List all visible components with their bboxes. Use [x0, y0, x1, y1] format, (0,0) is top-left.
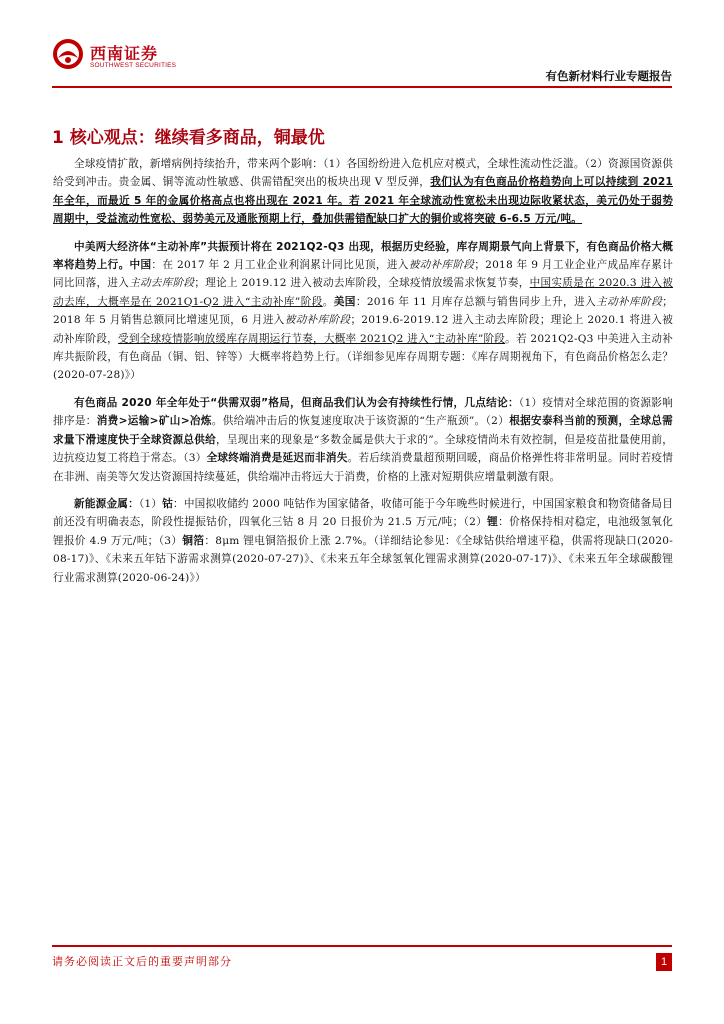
text-run: 。若后续消费量超预期回暖，商品价格弹性将非常明显。同时若疫情在非洲、南美等欠发达资源国持续蔓延，供给端冲击将远大于消费，价格的上涨对短期供应增量刺激有限。 — [53, 452, 673, 483]
text-run: （1） — [138, 497, 163, 510]
emphasis-run: 中美两大经济体“主动补库”共振预计将在 2021Q2-Q3 出现，根据历史经验，库存周期景气向上背景下，有色商品价格大概率将趋势上行。 — [53, 240, 673, 272]
underline-run: 中国实质是在 2020.3 进入被动去库，大概率是在 2021Q1-Q2 进入“主动补库”阶段 — [53, 277, 673, 308]
text-run: 。 — [322, 295, 334, 308]
paragraph-inventory-cycle — [53, 238, 673, 385]
emphasis-run: 根据安泰科当前的预测，全球总需求量下滑速度快于全球资源总供给 — [53, 415, 673, 446]
text-run: ，呈现出来的现象是“多数金属是供大于求的”。全球疫情尚未有效控制，但是疫苗批量使用前，边抗疫边复工将趋于常态。（3） — [53, 433, 673, 465]
text-run: （1）疫情对全球范围的资源影响排序是： — [53, 396, 673, 428]
italic-run: 主动补库阶段 — [596, 295, 663, 308]
underline-run: 受到全球疫情影响放缓库存周期运行节奏，大概率 2021Q2 进入“主动补库”阶段 — [118, 332, 506, 345]
text-run: ：中国拟收储约 2000 吨钴作为国家储备，收储可能于今年晚些时候进行，中国国家粮食和物资储备局目前还没有明确表态，阶段性提振钴价，四氧化三钴 8 月 20 日报价为 21.5 万元/吨；（2） — [53, 497, 674, 529]
footer-divider — [52, 945, 672, 947]
section-heading: 1 核心观点：继续看多商品，铜最优 — [52, 128, 325, 148]
paragraph-new-energy-metals — [53, 495, 673, 587]
emphasis-run: 全球终端消费是延迟而非消失 — [206, 452, 348, 465]
text-run: 。若 2021Q2-Q3 中美进入主动补库共振阶段，有色商品（铜、铝、锌等）大概率将趋势上行。（详细参见库存周期专题：《库存周期视角下，有色商品价格怎么走？(2020-07-28)》） — [53, 332, 674, 382]
header-divider — [52, 86, 672, 88]
text-run: ；2019.6-2019.12 进入主动去库阶段；理论上 2020.1 将进入被动补库阶段， — [53, 314, 674, 345]
italic-run: 被动补库阶段 — [408, 259, 475, 272]
label-cobalt: 钴 — [162, 497, 174, 510]
main-content — [53, 155, 673, 596]
label-copper-foil: 铜箔 — [182, 534, 205, 547]
company-logo — [52, 38, 212, 78]
text-run: 全球疫情扩散，新增病例持续抬升，带来两个影响：（1）各国纷纷进入危机应对模式，全球性流动性泛滥。（2）资源国资源供给受到冲击。贵金属、铜等流动性敏感、供需错配突出的板块出现 V 型反弹， — [53, 158, 673, 189]
emphasis-run: 新能源金属： — [74, 497, 139, 510]
report-title: 有色新材料行业专题报告 — [545, 69, 672, 83]
text-run: ：价格保持相对稳定，电池级氢氧化锂报价 4.9 万元/吨；（3） — [53, 516, 674, 547]
text-run: ；2018 年 5 月销售总额同比增速见顶，6 月进入 — [53, 295, 674, 327]
logo-text-cn: 西南证券 — [90, 44, 159, 63]
text-run: ：8μm 锂电铜箔报价上涨 2.7%。（详细结论参见：《全球钴供给增速平稳，供需将现缺口(2020-08-17)》、《未来五年钴下游需求测算(2020-07-27)》、《未来五年全球氢氧化锂需求测算(2020-07-17)》、《未来五年全球碳酸锂行业需求测算(2020-06-24)》） — [53, 534, 674, 584]
text-run: ：2016 年 11 月库存总额与销售同步上升，进入 — [355, 295, 597, 308]
label-lithium: 锂 — [487, 516, 499, 529]
text-run: ：在 2017 年 2 月工业企业利润累计同比见顶，进入 — [151, 259, 409, 272]
text-run: ；理论上 2019.12 进入被动去库阶段，全球疫情放缓需求恢复节奏， — [194, 277, 530, 290]
logo-text-en: SOUTHWEST SECURITIES — [90, 62, 177, 69]
emphasis-run: 我们认为有色商品价格趋势向上可以持续到 2021 年全年，而最近 5 年的金属价格高点也将出现在 2021 年。若 2021 年全球流动性宽松未出现边际收紧状态，美元仍处于弱势周期中，受益流动性宽松、弱势美元及通胀预期上行，叠加供需错配缺口扩大的铜价或将突破 6-6.5 万元/吨。 — [53, 176, 673, 226]
italic-run: 被动补库阶段 — [284, 314, 351, 327]
emphasis-run: 消费>运输>矿山>冶炼 — [96, 415, 212, 428]
emphasis-run: 有色商品 2020 年全年处于“供需双弱”格局，但商品我们认为会有持续性行情，几点结论： — [74, 396, 519, 409]
paragraph-core-view — [53, 155, 673, 229]
page-header — [0, 0, 724, 86]
label-china: 中国 — [129, 259, 152, 272]
label-usa: 美国 — [333, 295, 356, 308]
text-run: 。供给端冲击后的恢复速度取决于该资源的“生产瓶颈”。（2） — [211, 415, 510, 428]
page-number: 1 — [656, 953, 672, 971]
italic-run: 主动去库阶段 — [129, 277, 195, 290]
text-run: ；2018 年 9 月工业企业产成品库存累计同比回落，进入 — [53, 259, 673, 290]
footer-disclaimer: 请务必阅读正文后的重要声明部分 — [52, 955, 232, 968]
paragraph-supply-demand — [53, 394, 673, 486]
logo-mark-icon — [52, 38, 84, 70]
